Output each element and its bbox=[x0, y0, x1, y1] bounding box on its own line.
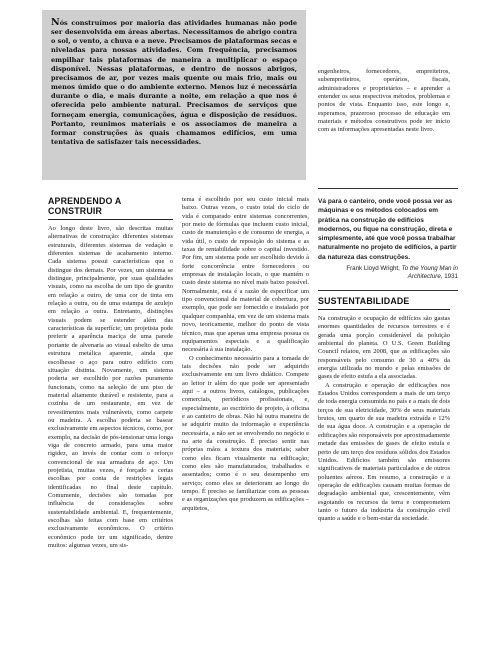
column-1 bbox=[48, 196, 173, 550]
intro-dropcap: N bbox=[51, 17, 60, 28]
paragraph: A construção e operação de edificações nos Estados Unidos correspondem a mais de um terço de toda energia consumida no país e a mais de dois terços de sua eletricidade, 30% de seus materiais brutos, um quarto de sua madeira extraída e 12% de sua água doce. A construção e a operação de edificações são responsáveis por aproximadamente metade das emissões de gases de efeito estufa e perto de um terço dos resíduos sólidos dos Estados Unidos. Edifícios também são emissores significativos de materiais particulados e de outros poluentes aéreos. Em resumo, a construção e a operação de edificações causam muitas formas de degradação ambiental que, crescentemente, vêm esgotando os recursos da terra e comprometem tanto o futuro da indústria da construção civil quanto a saúde e o bem-estar da sociedade. bbox=[318, 381, 450, 523]
intro-box bbox=[42, 10, 306, 180]
column-2 bbox=[182, 196, 309, 513]
section-heading-sustentabilidade: SUSTENTABILIDADE bbox=[318, 296, 450, 310]
pull-quote bbox=[318, 188, 458, 291]
paragraph: Na construção e ocupação de edifícios são gastas enormes quantidades de recursos terrestres e é gerada uma porção considerável da poluição ambiental do planeta. O U.S. Green Building Council relatou, em 2008, que as edificações são responsáveis pelo consumo de 30 a 40% da energia utilizada no mundo e pelas emissões de gases de efeito estufa a ela associadas. bbox=[318, 315, 450, 381]
quote-citation bbox=[318, 265, 458, 282]
quote-text: Vá para o canteiro, onde você possa ver as máquinas e os métodos colocados em prática na construção de edifícios modernos, ou fique na construção, direta e simplesmente, até que você possa trabalhar naturalmente no projeto de edifícios, a partir da natureza das construções. bbox=[318, 198, 457, 261]
section-heading-aprendendo: APRENDENDO A CONSTRUIR bbox=[48, 196, 173, 220]
paragraph: Ao longo deste livro, são descritas muitas alternativas de construção: diferentes sistemas estruturais, diferentes sistemas de vedação e diferentes sistemas de acabamento interno. Cada sistema possui características que o distingue dos demais. Por vezes, um sistema se distingue, principalmente, por suas qualidades visuais, como na escolha de um tipo de granito em relação a outro, de uma cor de tinta em relação a outra, ou de uma estampa de azulejo em relação a outra. Entretanto, distinções visuais podem se estender além das características da superfície; um projetista pode preferir a aparência maciça de uma parede portante de alvenaria ao visual esbelto de uma estrutura metálica aparente, ainda que escolhesse o aço para outro edifício com situação distinta. Novamente, um sistema poderia ser escolhido por razões puramente funcionais, como na seleção de um piso de material altamente durável e resistente, para a cozinha de um restaurante, em vez de revestimentos mais vulneráveis, como carpete ou madeira. A escolha poderia se basear exclusivamente em aspectos técnicos, como, por exemplo, na decisão de pós-tensionar uma longa viga de concreto armado, para uma maior rigidez, ao invés de contar com o reforço convencional de sua armadura de aço. Um projetista, muitas vezes, é forçado a certas escolhas por conta de restrições legais identificadas no final deste capítulo. Comumente, decisões são tomadas por influência de considerações sobre sustentabilidade ambiental. E, frequentemente, escolhas são feitas com base em critérios exclusivamente econômicos. O critério econômico pode ter um significado, dentre muitos: algumas vezes, um sis- bbox=[48, 225, 173, 550]
quote-work: To the Young Man in Architecture, bbox=[401, 264, 458, 281]
paragraph: tema é escolhido por seu custo inicial mais baixo. Outras vezes, o custo total do ciclo de vida é comparado entre sistemas concorrentes, por meio de fórmulas que incluem custo inicial, custo de manutenção e de consumo de energia, a vida útil, o custo de reposição do sistema e as taxas de rentabilidade sobre o capital investido. Por fim, um sistema pode ser escolhido devido à forte concorrência entre fornecedores ou empresas de instalação locais, o que mantém o custo deste sistema no nível mais baixo possível. Normalmente, esta é a razão de especificar um tipo convencional de material de cobertura, por exemplo, que pode ser fornecido e instalado por qualquer companhia, em vez de um sistema mais novo, teoricamente, melhor do ponto de vista técnico, mas que apenas uma empresa possua os equipamentos especiais e a qualificação necessária à sua instalação. bbox=[182, 196, 309, 354]
intro-text: ós construímos por maioria das atividades humanas não pode ser desenvolvida em áreas abertas. Necessitamos de abrigo contra o sol, o vento, a chuva e a neve. Precisamos de plataformas secas e niveladas para nossas atividades. Com frequência, precisamos empilhar tais plataformas de maneira a multiplicar o espaço disponível. Nessas plataformas, e dentro de nossos abrigos, precisamos de ar, por vezes mais quente ou mais frio, mais ou menos úmido que o do ambiente externo. Menos luz é necessária durante o dia, e mais durante a noite, em relação a que nos é oferecida pelo ambiente natural. Precisamos de serviços que forneçam energia, comunicações, água e disposição de resíduos. Portanto, reunimos materiais e os associamos de maneira a formar construções às quais chamamos edifícios, em uma tentativa de satisfazer tais necessidades. bbox=[51, 19, 297, 147]
column-3 bbox=[318, 296, 450, 524]
quote-author: Frank Lloyd Wright, bbox=[346, 264, 400, 272]
right-column-continuation: engenheiros, fornecedores, empreiteiros, subempreiteiros, operários, fiscais, administradores e proprietários – e aprender a entender os seus respectivos métodos, problemas e pontos de vista. Enquanto isso, este longo e, esperamos, prazeroso processo de educação em materiais e métodos construtivos pode ter início com as informações apresentadas neste livro. bbox=[318, 68, 450, 134]
quote-year: 1931 bbox=[444, 273, 458, 281]
paragraph: O conhecimento necessário para a tomada de tais decisões não pode ser adquirido exclusivamente em um livro didático. Compete ao leitor ir além do que pode ser apresentado aqui – a outros livros, catálogos, publicações comerciais, periódicos profissionais, e, especialmente, ao escritório de projeto, à oficina e ao canteiro de obras. Não há outra maneira de se adquirir muito da informação e experiência necessária, a não ser se envolvendo no negócio e na arte da construção. É preciso sentir nas próprias mãos a textura dos materiais; saber como eles ficam visualmente na edificação; como eles são manufaturados, trabalhados e assentados; como é o seu desempenho em serviço; como eles se deterioram ao longo do tempo. É preciso se familiarizar com as pessoas e as organizações que produzem as edificações – arquitetos, bbox=[182, 354, 309, 512]
